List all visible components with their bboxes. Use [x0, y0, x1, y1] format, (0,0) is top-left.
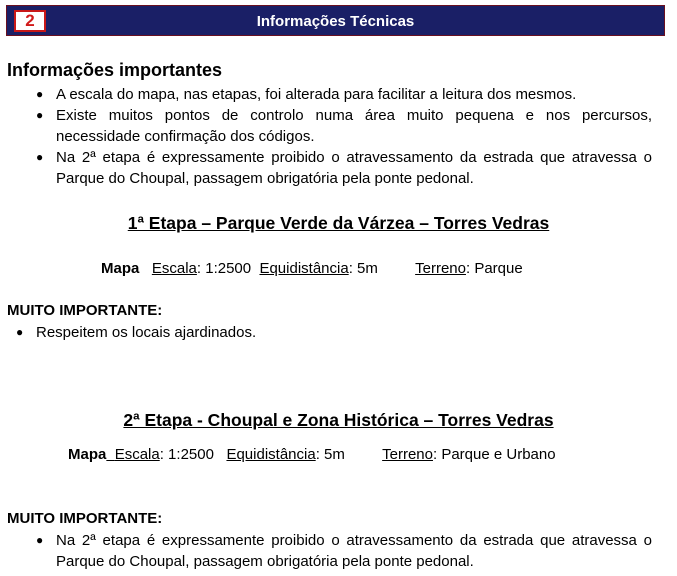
stage-1-map-info	[101, 260, 523, 277]
list-item: ● Respeitem os locais ajardinados.	[16, 324, 257, 341]
stage-2-title: 2ª Etapa - Choupal e Zona Histórica – Torres Vedras	[123, 410, 554, 430]
list-item: ● Existe muitos pontos de controlo numa área muito pequena e nos percursos, necessidade confirmação dos códigos.	[36, 107, 652, 145]
scale-label: Escala	[151, 260, 197, 277]
terrain-value: : Parque e Urbano	[432, 446, 556, 463]
map-label: Mapa	[68, 446, 107, 463]
important-info-heading: Informações importantes	[7, 60, 223, 80]
equidistance-value: : 5m	[348, 260, 378, 277]
list-item: ● Na 2ª etapa é expressamente proibido o atravessamento da estrada que atravessa o Parque do Choupal, passagem obrigatória pela ponte pedonal.	[36, 532, 652, 570]
stage-2-map-info	[68, 446, 556, 463]
important-info-list	[36, 84, 652, 189]
map-label: Mapa	[101, 260, 140, 277]
stage-2-important-heading: MUITO IMPORTANTE:	[7, 510, 163, 527]
stage-1-important-heading: MUITO IMPORTANTE:	[7, 302, 163, 319]
bullet-icon: ●	[36, 533, 44, 547]
equidistance-value: : 5m	[315, 446, 345, 463]
stage-1-title: 1ª Etapa – Parque Verde da Várzea – Torres Vedras	[127, 213, 550, 233]
stage-2-important-list	[36, 530, 652, 572]
scale-value: : 1:2500	[196, 260, 252, 277]
bullet-icon: ●	[16, 325, 24, 339]
list-item: ● Na 2ª etapa é expressamente proibido o atravessamento da estrada que atravessa o Parque do Choupal, passagem obrigatória pela ponte pedonal.	[36, 149, 652, 187]
stage-1-important-list	[16, 322, 656, 343]
section-title: Informações Técnicas	[256, 13, 415, 30]
scale-label: Escala	[114, 446, 160, 463]
list-item: ● A escala do mapa, nas etapas, foi alterada para facilitar a leitura dos mesmos.	[36, 86, 577, 103]
terrain-value: : Parque	[465, 260, 523, 277]
equidistance-label: Equidistância	[226, 446, 316, 463]
bullet-icon: ●	[36, 87, 44, 101]
section-header-bar	[6, 5, 665, 36]
scale-value: : 1:2500	[159, 446, 214, 463]
equidistance-label: Equidistância	[259, 260, 349, 277]
bullet-icon: ●	[36, 150, 44, 164]
bullet-icon: ●	[36, 108, 44, 122]
terrain-label: Terreno	[415, 260, 466, 277]
section-number-badge: 2	[14, 10, 46, 32]
terrain-label: Terreno	[382, 446, 433, 463]
